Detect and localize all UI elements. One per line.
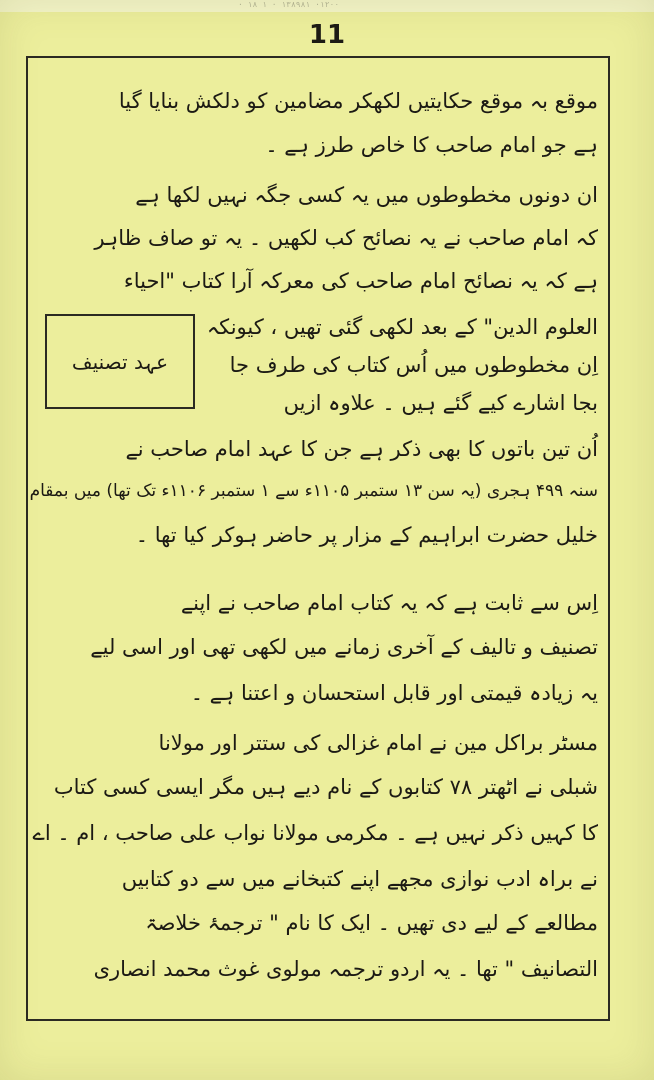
text-line-12: اِس سے ثابت ہے کہ یہ کتاب امام صاحب نے اپنے <box>180 591 598 615</box>
text-line-13: تصنیف و تالیف کے آخری زمانے میں لکھی تھی اور اسی لیے <box>90 635 598 659</box>
text-line-4: کہ امام صاحب نے یہ نصائح کب لکھیں ۔ یہ تو صاف ظاہر <box>94 226 598 250</box>
header-stamp: · ۱۸ ۱ · ۱۳۸۹۸۱ ·۱۲۰۰ <box>238 0 340 9</box>
margin-note-box <box>45 314 195 409</box>
text-line-20: التصانیف " تھا ۔ یہ اردو ترجمہ مولوی غوث محمد انصاری <box>93 957 598 981</box>
text-line-7: اِن مخطوطوں میں اُس کتاب کی طرف جا <box>229 353 598 377</box>
text-line-1: موقع بہ موقع حکایتیں لکھکر مضامین کو دلکش بنایا گیا <box>118 89 598 113</box>
text-line-17: کا کہیں ذکر نہیں ہے ۔ مکرمی مولانا نواب علی صاحب ، ام ۔ اے <box>32 821 598 845</box>
page-number: 11 <box>308 20 346 50</box>
text-line-15: مسٹر براکل مین نے امام غزالی کی ستتر اور مولانا <box>158 731 598 755</box>
text-line-14: یہ زیادہ قیمتی اور قابل استحسان و اعتنا ہے ۔ <box>190 681 598 705</box>
text-line-5: ہے کہ یہ نصائح امام صاحب کی معرکہ آرا کتاب "احیاء <box>123 269 598 293</box>
text-line-11: خلیل حضرت ابراہیم کے مزار پر حاضر ہوکر کیا تھا ۔ <box>135 523 598 547</box>
text-line-8: بجا اشارے کیے گئے ہیں ۔ علاوہ ازیں <box>283 391 598 415</box>
text-line-9: اُن تین باتوں کا بھی ذکر ہے جن کا عہد امام صاحب نے <box>125 437 598 461</box>
text-line-6: العلوم الدین" کے بعد لکھی گئی تھیں ، کیونکہ <box>206 315 598 339</box>
margin-note-text: عہد تصنیف <box>71 349 169 374</box>
text-line-18: نے براہ ادب نوازی مجھے اپنے کتبخانے میں سے دو کتابیں <box>121 867 598 891</box>
text-line-2: ہے جو امام صاحب کا خاص طرز ہے ۔ <box>265 133 598 157</box>
text-line-10: سنہ ۴۹۹ ہجری (یہ سن ۱۳ ستمبر ۱۱۰۵ء سے ۱ ستمبر ۱۱۰۶ء تک تھا) میں بمقام <box>29 481 598 501</box>
text-line-16: شبلی نے اٹھتر ۷۸ کتابوں کے نام دیے ہیں مگر ایسی کسی کتاب <box>53 775 598 799</box>
text-line-19: مطالعے کے لیے دی تھیں ۔ ایک کا نام " ترجمۂ خلاصۃ <box>145 911 598 935</box>
text-line-3: ان دونوں مخطوطوں میں یہ کسی جگہ نہیں لکھا ہے <box>135 183 598 207</box>
